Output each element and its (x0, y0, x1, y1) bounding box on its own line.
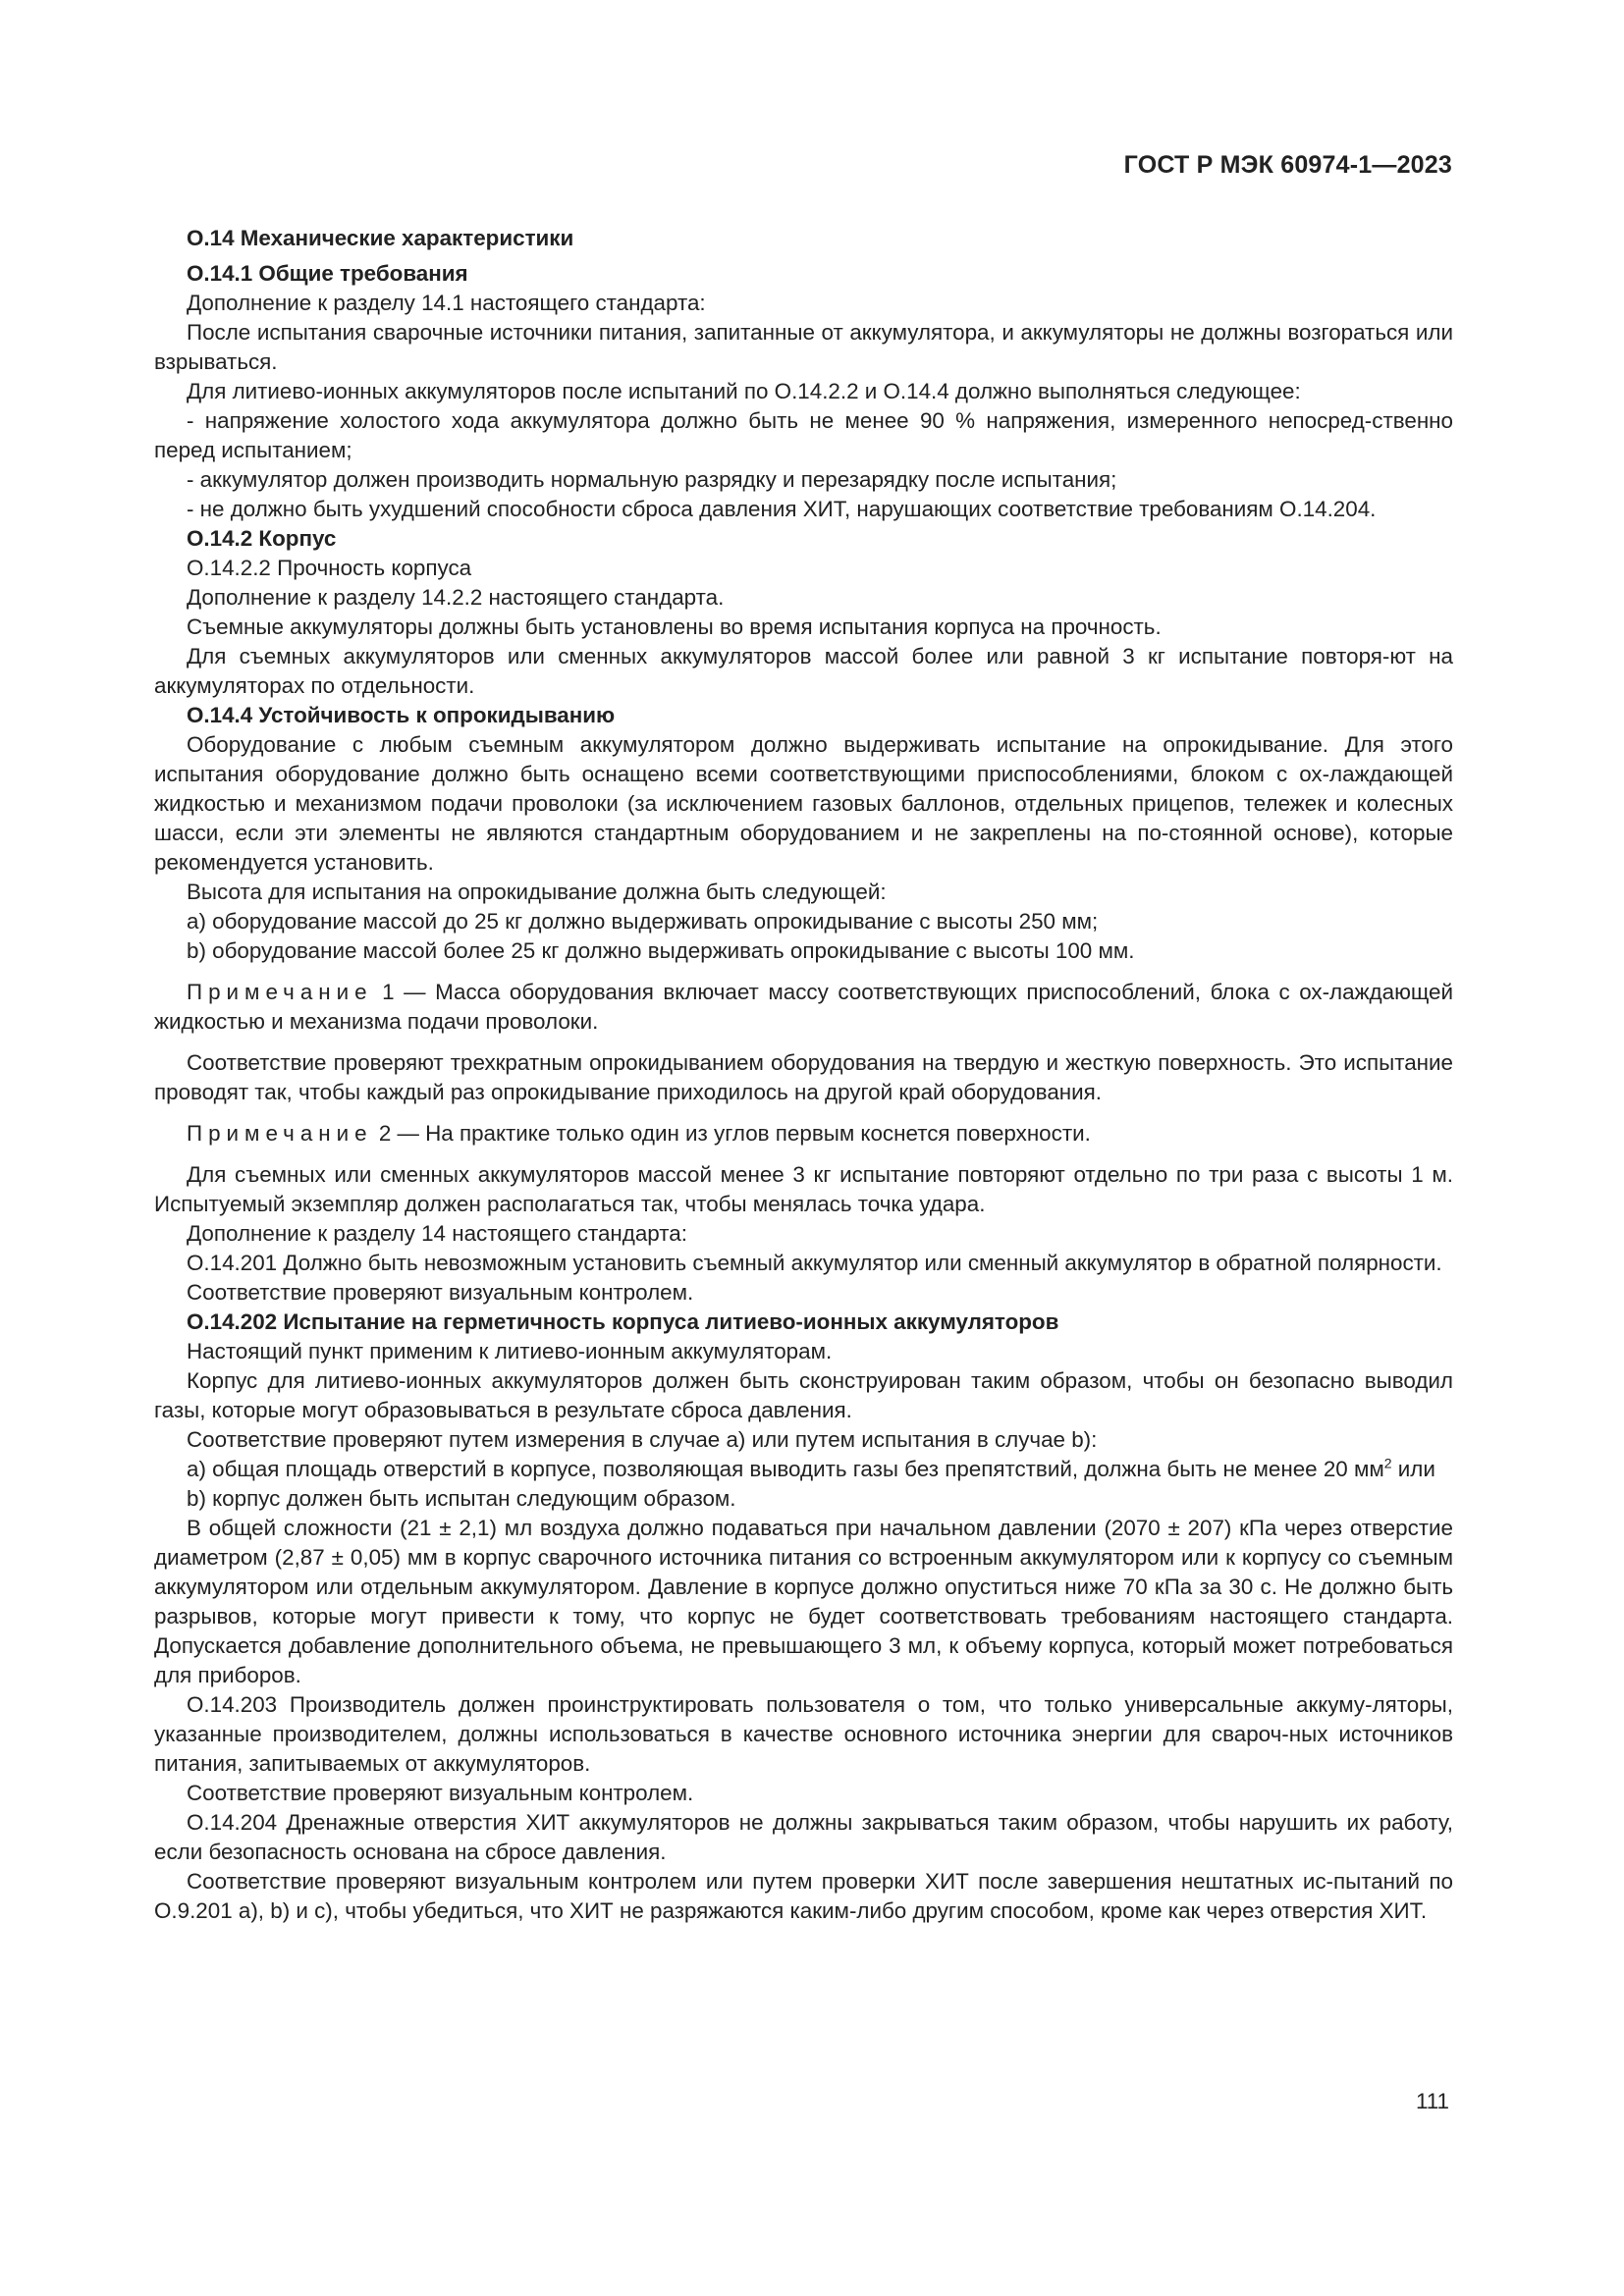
paragraph: Настоящий пункт применим к литиево-ионным аккумуляторам. (187, 1339, 833, 1363)
note-2 (154, 1119, 1453, 1148)
paragraph: Соответствие проверяют визуальным контролем или путем проверки ХИТ после завершения нештатных ис-пытаний по О.9.201 а), b) и с), чтобы убедиться, что ХИТ не разряжаются каким-либо другим способом, кроме как через отверстия ХИТ. (154, 1869, 1453, 1923)
paragraph: Дополнение к разделу 14.2.2 настоящего стандарта. (187, 585, 725, 610)
clause-title: О.14.2.2 Прочность корпуса (187, 556, 472, 580)
paragraph: Оборудование с любым съемным аккумулятором должно выдерживать испытание на опрокидывание. Для этого испытания оборудование должно быть оснащено всеми соответствующими приспособлениями, блоком с ох-лаждающей жидкостью и механизмом подачи проволоки (за исключением газовых баллонов, отдельных прицепов, тележек и колесных шасси, если эти элементы не являются стандартным оборудованием и не закреплены на по-стоянной основе), которые рекомендуется установить. (154, 732, 1453, 875)
paragraph: Корпус для литиево-ионных аккумуляторов должен быть сконструирован таким образом, чтобы он безопасно выводил газы, которые могут образовываться в результате сброса давления. (154, 1368, 1453, 1422)
clause-o14-201: О.14.201 Должно быть невозможным установить съемный аккумулятор или сменный аккумулятор в обратной полярности. (187, 1251, 1442, 1275)
list-item: а) оборудование массой до 25 кг должно выдерживать опрокидывание с высоты 250 мм; (187, 909, 1099, 934)
paragraph: Дополнение к разделу 14.1 настоящего стандарта: (187, 291, 706, 315)
section-heading-o14: О.14 Механические характеристики (187, 226, 574, 250)
paragraph: Соответствие проверяют визуальным контролем. (187, 1781, 694, 1805)
paragraph: Соответствие проверяют визуальным контролем. (187, 1280, 694, 1305)
paragraph: Для литиево-ионных аккумуляторов после испытаний по О.14.2.2 и О.14.4 должно выполняться следующее: (187, 379, 1301, 403)
list-item: b) корпус должен быть испытан следующим образом. (187, 1486, 736, 1511)
subsection-heading-o14-2: О.14.2 Корпус (187, 526, 337, 551)
case-a-text: а) общая площадь отверстий в корпусе, позволяющая выводить газы без препятствий, должна быть не менее 20 мм (187, 1457, 1384, 1481)
superscript-2: 2 (1383, 1455, 1392, 1471)
clause-o14-203: О.14.203 Производитель должен проинструктировать пользователя о том, что только универсальные аккуму-ляторы, указанные производителем, должны использоваться в качестве основного источника энергии для свароч-ных источников питания, запитываемых от аккумуляторов. (154, 1692, 1453, 1776)
subsection-heading-o14-4: О.14.4 Устойчивость к опрокидыванию (187, 703, 616, 727)
page-body (154, 224, 1453, 1926)
list-item: b) оборудование массой более 25 кг должно выдерживать опрокидывание с высоты 100 мм. (187, 938, 1135, 963)
paragraph: Высота для испытания на опрокидывание должна быть следующей: (187, 880, 887, 904)
list-item: - напряжение холостого хода аккумулятора должно быть не менее 90 % напряжения, измеренного непосред-ственно перед испытанием; (154, 408, 1453, 462)
paragraph: После испытания сварочные источники питания, запитанные от аккумулятора, и аккумуляторы не должны возгораться или взрываться. (154, 320, 1453, 374)
note-text: 1 — Масса оборудования включает массу соответствующих приспособлений, блока с ох-лаждающей жидкостью и механизма подачи проволоки. (154, 980, 1453, 1034)
list-item: - не должно быть ухудшений способности сброса давления ХИТ, нарушающих соответствие требованиям О.14.204. (187, 497, 1377, 521)
page-number: 111 (1415, 2089, 1449, 2113)
paragraph: Съемные аккумуляторы должны быть установлены во время испытания корпуса на прочность. (187, 614, 1162, 639)
note-text: 2 — На практике только один из углов первым коснется поверхности. (372, 1121, 1091, 1146)
subsection-heading-o14-202: О.14.202 Испытание на герметичность корпуса литиево-ионных аккумуляторов (187, 1309, 1059, 1334)
standard-designation: ГОСТ Р МЭК 60974-1—2023 (1123, 151, 1452, 179)
subsection-heading-o14-1: О.14.1 Общие требования (187, 261, 468, 286)
paragraph: Соответствие проверяют путем измерения в случае а) или путем испытания в случае b): (187, 1427, 1098, 1452)
case-a-end: или (1391, 1457, 1435, 1481)
paragraph: Для съемных или сменных аккумуляторов массой менее 3 кг испытание повторяют отдельно по три раза с высоты 1 м. Испытуемый экземпляр должен располагаться так, чтобы менялась точка удара. (154, 1162, 1453, 1216)
list-item: - аккумулятор должен производить нормальную разрядку и перезарядку после испытания; (187, 467, 1117, 492)
note-label: Примечание (187, 980, 373, 1004)
clause-o14-204: О.14.204 Дренажные отверстия ХИТ аккумуляторов не должны закрываться таким образом, чтобы нарушить их работу, если безопасность основана на сбросе давления. (154, 1810, 1453, 1864)
paragraph: Для съемных аккумуляторов или сменных аккумуляторов массой более или равной 3 кг испытание повторя-ют на аккумуляторах по отдельности. (154, 644, 1453, 698)
paragraph: В общей сложности (21 ± 2,1) мл воздуха должно подаваться при начальном давлении (2070 ± 207) кПа через отверстие диаметром (2,87 ± 0,05) мм в корпус сварочного источника питания со встроенным аккумулятором или к корпусу со съемным аккумулятором или отдельным аккумулятором. Давление в корпусе должно опуститься ниже 70 кПа за 30 с. Не должно быть разрывов, которые могут привести к тому, что корпус не будет соответствовать требованиям настоящего стандарта. Допускается добавление дополнительного объема, не превышающего 3 мл, к объему корпуса, который может потребоваться для приборов. (154, 1516, 1453, 1687)
list-item (154, 1455, 1453, 1484)
note-1 (154, 978, 1453, 1037)
paragraph: Дополнение к разделу 14 настоящего стандарта: (187, 1221, 687, 1246)
paragraph: Соответствие проверяют трехкратным опрокидыванием оборудования на твердую и жесткую поверхность. Это испытание проводят так, чтобы каждый раз опрокидывание приходилось на другой край оборудования. (154, 1050, 1453, 1104)
note-label: Примечание (187, 1121, 373, 1146)
